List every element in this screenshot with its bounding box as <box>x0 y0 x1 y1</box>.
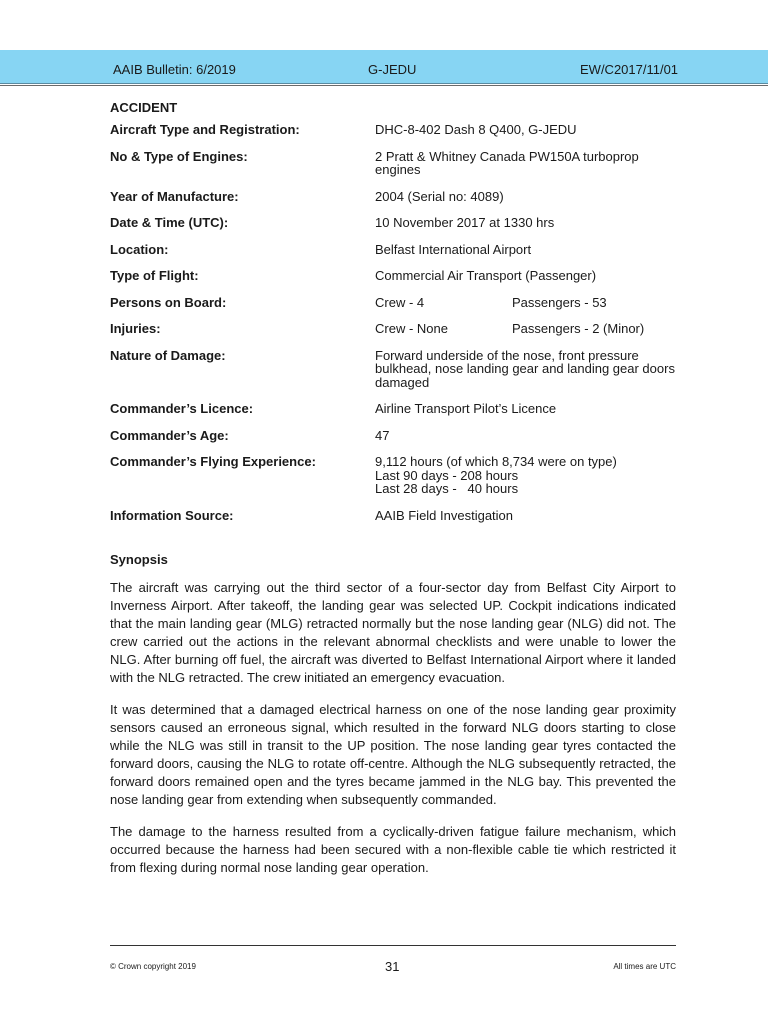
field-year-of-manufacture <box>110 190 676 204</box>
experience-90-days: Last 90 days - 208 hours <box>375 467 519 483</box>
field-label: Persons on Board: <box>110 294 227 310</box>
field-commander-experience <box>110 455 676 496</box>
field-label: Injuries: <box>110 321 161 336</box>
field-label: Type of Flight: <box>110 268 199 283</box>
field-label: Commander’s Flying Experience: <box>110 454 316 469</box>
field-label: Nature of Damage: <box>110 347 226 363</box>
synopsis-paragraph: It was determined that a damaged electrical harness on one of the nose landing gear proximity sensors caused an erroneous signal, which resulted in the forward NLG doors starting to close while the NLG was still in transit to the UP position. The nose landing gear tyres contacted the forward doors, causing the NLG to rotate off-centre. Although the NLG subsequently retracted, the forward doors remained open and the tyres became jammed in the NLG bay. This prevented the nose landing gear from extending when subsequently commanded. <box>110 702 676 807</box>
report-body <box>110 100 676 891</box>
header-divider <box>0 85 768 86</box>
experience-total: 9,112 hours (of which 8,734 were on type) <box>375 454 617 469</box>
field-value: Forward underside of the nose, front pressure bulkhead, nose landing gear and landing gear doors damaged <box>375 347 675 390</box>
field-type-of-flight <box>110 269 676 283</box>
field-nature-of-damage <box>110 349 676 390</box>
bulletin-number: AAIB Bulletin: 6/2019 <box>113 62 236 77</box>
field-value: 2004 (Serial no: 4089) <box>375 188 504 204</box>
field-value: AAIB Field Investigation <box>375 507 514 523</box>
field-label: Aircraft Type and Registration: <box>110 122 300 137</box>
page-number: 31 <box>385 959 400 974</box>
field-label: Year of Manufacture: <box>110 188 239 204</box>
field-label: Commander’s Age: <box>110 427 229 443</box>
field-value <box>375 455 676 496</box>
report-reference: EW/C2017/11/01 <box>580 62 679 77</box>
report-category: ACCIDENT <box>110 100 178 115</box>
field-label: Information Source: <box>110 507 234 523</box>
field-value: 10 November 2017 at 1330 hrs <box>375 215 555 230</box>
passenger-count: Passengers - 53 <box>512 294 607 310</box>
field-label: Location: <box>110 241 169 257</box>
passenger-injuries: Passengers - 2 (Minor) <box>512 321 645 336</box>
footer-divider <box>110 945 676 946</box>
aircraft-registration: G-JEDU <box>368 62 417 77</box>
field-value <box>375 296 676 310</box>
synopsis-paragraph: The aircraft was carrying out the third sector of a four-sector day from Belfast City Airport to Inverness Airport. After takeoff, the landing gear was selected UP. Cockpit indications indicated that the main landing gear (MLG) retracted normally but the nose landing gear (NLG) did not. The crew carried out the actions in the relevant abnormal checklists and were unable to lower the NLG. After burning off fuel, the aircraft was diverted to Belfast International Airport where it landed with the NLG retracted. The crew initiated an emergency evacuation. <box>110 580 676 685</box>
copyright-notice: © Crown copyright 2019 <box>110 962 196 971</box>
report-fields <box>110 123 676 522</box>
field-aircraft-type <box>110 123 676 137</box>
synopsis-heading: Synopsis <box>110 552 168 567</box>
field-commander-age <box>110 429 676 443</box>
field-engines <box>110 150 676 177</box>
times-note: All times are UTC <box>613 962 676 971</box>
experience-28-days: Last 28 days - 40 hours <box>375 481 519 496</box>
field-label: Commander’s Licence: <box>110 401 254 416</box>
field-location <box>110 243 676 257</box>
field-label: Date & Time (UTC): <box>110 215 229 230</box>
field-persons-on-board <box>110 296 676 310</box>
crew-count: Crew - 4 <box>375 294 425 310</box>
field-value: Belfast International Airport <box>375 241 532 257</box>
field-value: 47 <box>375 427 390 443</box>
synopsis-paragraph: The damage to the harness resulted from a cyclically-driven fatigue failure mechanism, which occurred because the harness had been secured with a non-flexible cable tie which restricted it from flexing during normal nose landing gear operation. <box>110 824 676 875</box>
field-value: Commercial Air Transport (Passenger) <box>375 268 597 283</box>
field-injuries <box>110 322 676 336</box>
field-value <box>375 322 676 336</box>
field-value: Airline Transport Pilot’s Licence <box>375 401 557 416</box>
field-date-time <box>110 216 676 230</box>
field-commander-licence <box>110 402 676 416</box>
field-information-source <box>110 509 676 523</box>
crew-injuries: Crew - None <box>375 321 448 336</box>
field-value: 2 Pratt & Whitney Canada PW150A turboprop engines <box>375 148 639 177</box>
field-label: No & Type of Engines: <box>110 148 248 164</box>
field-value: DHC-8-402 Dash 8 Q400, G-JEDU <box>375 122 577 137</box>
